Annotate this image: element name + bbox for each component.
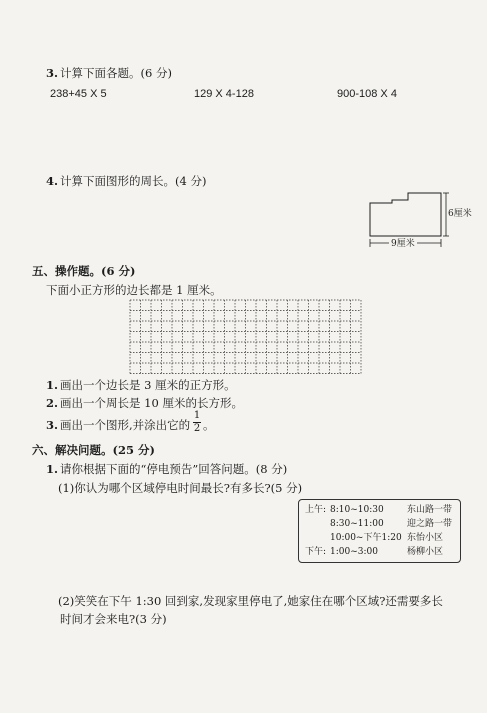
q3-heading: 计算下面各题。(6 分) xyxy=(60,66,172,80)
fraction-denominator: 2 xyxy=(193,423,201,434)
section5-intro: 下面小正方形的边长都是 1 厘米。 xyxy=(46,283,222,297)
notice-row1-area: 东山路一带 xyxy=(407,505,453,515)
q3-number: 3. xyxy=(46,66,59,80)
notice-row4-time: 1:00~3:00 xyxy=(330,547,378,557)
fraction-suffix: 。 xyxy=(203,418,215,432)
q4-number: 4. xyxy=(46,174,59,188)
s5-item3-text: 画出一个图形,并涂出它的 xyxy=(60,418,191,432)
q3-expression-3: 900-108 X 4 xyxy=(337,88,397,100)
notice-row4-period: 下午: xyxy=(305,547,327,557)
q3-expression-1: 238+45 X 5 xyxy=(50,88,107,100)
notice-row1-time: 8:10~10:30 xyxy=(330,505,384,515)
section6-title: 六、解决问题。(25 分) xyxy=(32,443,155,457)
power-outage-notice xyxy=(298,499,461,563)
notice-row3-time: 10:00~下午1:20 xyxy=(330,533,402,543)
s5-item1-text: 画出一个边长是 3 厘米的正方形。 xyxy=(60,378,236,392)
notice-row3-area: 东怡小区 xyxy=(407,533,444,543)
notice-row2-area: 迎之路一带 xyxy=(407,519,453,529)
s6-q1-text: 请你根据下面的“停电预告”回答问题。(8 分) xyxy=(60,462,288,476)
s6-sub2-line2: 时间才会来电?(3 分) xyxy=(60,612,167,626)
s5-item2-number: 2. xyxy=(46,396,59,410)
width-label: 9厘米 xyxy=(391,239,415,249)
height-label: 6厘米 xyxy=(448,209,472,219)
fraction-numerator: 1 xyxy=(193,410,201,421)
s6-sub1-text: (1)你认为哪个区域停电时间最长?有多长?(5 分) xyxy=(58,481,303,495)
s6-q1-number: 1. xyxy=(46,462,59,476)
notice-row2-time: 8:30~11:00 xyxy=(330,519,384,529)
section5-title: 五、操作题。(6 分) xyxy=(32,264,136,278)
fraction-one-half xyxy=(193,411,201,434)
s6-sub2-line1: (2)笑笑在下午 1:30 回到家,发现家里停电了,她家住在哪个区域?还需要多长 xyxy=(58,594,443,608)
s5-item1-number: 1. xyxy=(46,378,59,392)
notice-row4-area: 杨柳小区 xyxy=(407,547,444,557)
s5-item3-number: 3. xyxy=(46,418,59,432)
q3-expression-2: 129 X 4-128 xyxy=(194,88,254,100)
q4-heading: 计算下面图形的周长。(4 分) xyxy=(60,174,207,188)
notice-row1-period: 上午: xyxy=(305,505,327,515)
s5-item2-text: 画出一个周长是 10 厘米的长方形。 xyxy=(60,396,243,410)
